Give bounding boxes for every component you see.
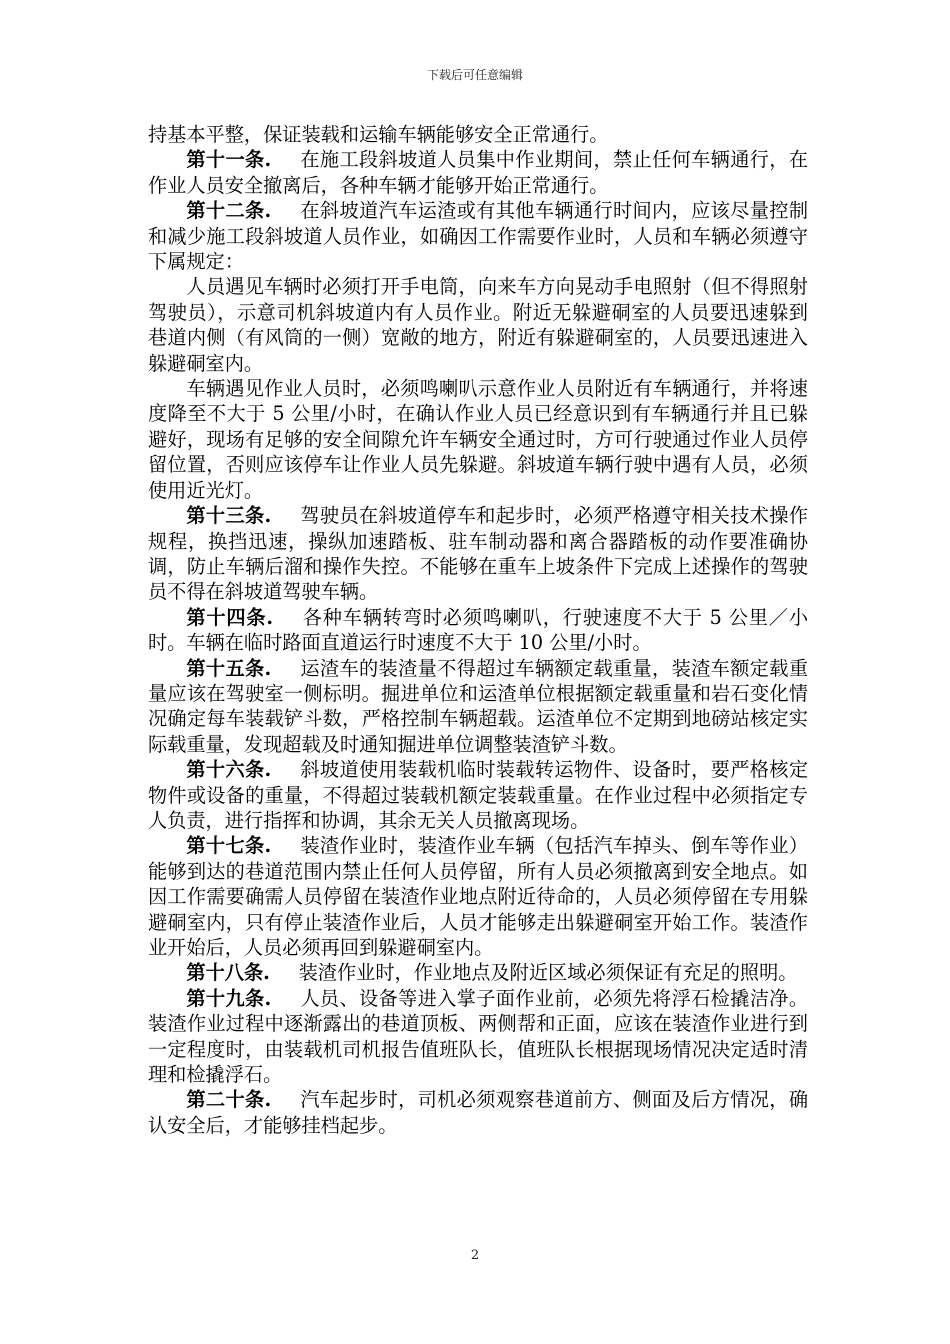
paragraph-text: 在斜坡道汽车运渣或有其他车辆通行时间内，应该尽量控制和减少施工段斜坡道人员作业，如确因工作需要作业时，人员和车辆必须遵守下属规定：	[148, 199, 809, 274]
paragraph-text: 持基本平整，保证装载和运输车辆能够安全正常通行。	[148, 123, 609, 146]
article-number: 第十二条.	[186, 199, 272, 223]
paragraph-text: 运渣车的装渣量不得超过车辆额定载重量，装渣车额定载重量应该在驾驶室一侧标明。掘进单位和运渣单位根据额定载重量和岩石变化情况确定每车装载铲斗数，严格控制车辆超载。运渣单位不定期到地磅站核定实际载重量，发现超载及时通知掘进单位调整装渣铲斗数。	[148, 656, 809, 756]
paragraph	[148, 605, 808, 656]
article-number: 第十七条.	[186, 834, 272, 858]
article-number: 第十四条.	[186, 605, 274, 629]
paragraph-text: 装渣作业时，装渣作业车辆（包括汽车掉头、倒车等作业）能够到达的巷道范围内禁止任何人员停留，所有人员必须撤离到安全地点。如因工作需要确需人员停留在装渣作业地点附近待命的，人员必须停留在专用躲避硐室内，只有停止装渣作业后，人员才能够走出躲避硐室开始工作。装渣作业开始后，人员必须再回到躲避硐室内。	[148, 834, 809, 959]
paragraph-text: 在施工段斜坡道人员集中作业期间，禁止任何车辆通行，在作业人员安全撤离后，各种车辆才能够开始正常通行。	[148, 148, 809, 197]
paragraph	[148, 986, 808, 1088]
article-number: 第十六条.	[186, 758, 272, 782]
paragraph-text: 装渣作业时，作业地点及附近区域必须保证有充足的照明。	[298, 961, 798, 985]
article-number: 第十三条.	[186, 504, 272, 528]
paragraph-text: 各种车辆转弯时必须鸣喇叭，行驶速度不大于 5 公里／小时。车辆在临时路面直道运行时速度不大于 10 公里/小时。	[148, 605, 809, 655]
paragraph-text: 斜坡道使用装载机临时装载转运物件、设备时，要严格核定物件或设备的重量，不得超过装载机额定装载重量。在作业过程中必须指定专人负责，进行指挥和协调，其余无关人员撤离现场。	[148, 758, 809, 832]
paragraph-text: 车辆遇见作业人员时，必须鸣喇叭示意作业人员附近有车辆通行，并将速度降至不大于 5 公里/小时，在确认作业人员已经意识到有车辆通行并且已躲避好，现场有足够的安全间隙允许车辆安全通过时，方可行驶通过作业人员停留位置，否则应该停车让作业人员先躲避。斜坡道车辆行驶中遇有人员，必须使用近光灯。	[148, 377, 808, 502]
article-number: 第十五条.	[186, 656, 272, 680]
paragraph-text: 驾驶员在斜坡道停车和起步时，必须严格遵守相关技术操作规程，换挡迅速，操纵加速踏板、驻车制动器和离合器踏板的动作要准确协调，防止车辆后溜和操作失控。不能够在重车上坡条件下完成上述操作的驾驶员不得在斜坡道驾驶车辆。	[148, 504, 809, 604]
article-number: 第十八条.	[186, 961, 270, 985]
paragraph-text: 人员、设备等进入掌子面作业前，必须先将浮石检撬洁净。装渣作业过程中逐渐露出的巷道顶板、两侧帮和正面，应该在装渣作业进行到一定程度时，由装载机司机报告值班队长，值班队长根据现场情况决定适时清理和检撬浮石。	[148, 986, 809, 1087]
paragraph	[148, 147, 808, 198]
document-body	[148, 122, 808, 1138]
article-number: 第十一条.	[186, 148, 272, 172]
page-number: 2	[470, 1248, 480, 1263]
paragraph	[148, 656, 808, 758]
article-number: 第二十条.	[186, 1088, 272, 1112]
paragraph	[148, 833, 808, 960]
paragraph	[148, 960, 808, 985]
paragraph	[148, 1087, 808, 1138]
paragraph	[148, 757, 808, 833]
paragraph	[148, 122, 808, 147]
paragraph	[148, 376, 808, 503]
page-header: 下载后可任意编辑	[426, 68, 523, 82]
paragraph	[148, 198, 808, 274]
paragraph	[148, 503, 808, 605]
paragraph	[148, 274, 808, 376]
paragraph-text: 汽车起步时，司机必须观察巷道前方、侧面及后方情况，确认安全后，才能够挂档起步。	[148, 1088, 809, 1137]
paragraph-text: 人员遇见车辆时必须打开手电筒，向来车方向晃动手电照射（但不得照射驾驶员），示意司机斜坡道内有人员作业。附近无躲避硐室的人员要迅速躲到巷道内侧（有风筒的一侧）宽敞的地方，附近有躲避硐室的，人员要迅速进入躲避硐室内。	[148, 275, 808, 375]
article-number: 第十九条.	[186, 986, 272, 1010]
